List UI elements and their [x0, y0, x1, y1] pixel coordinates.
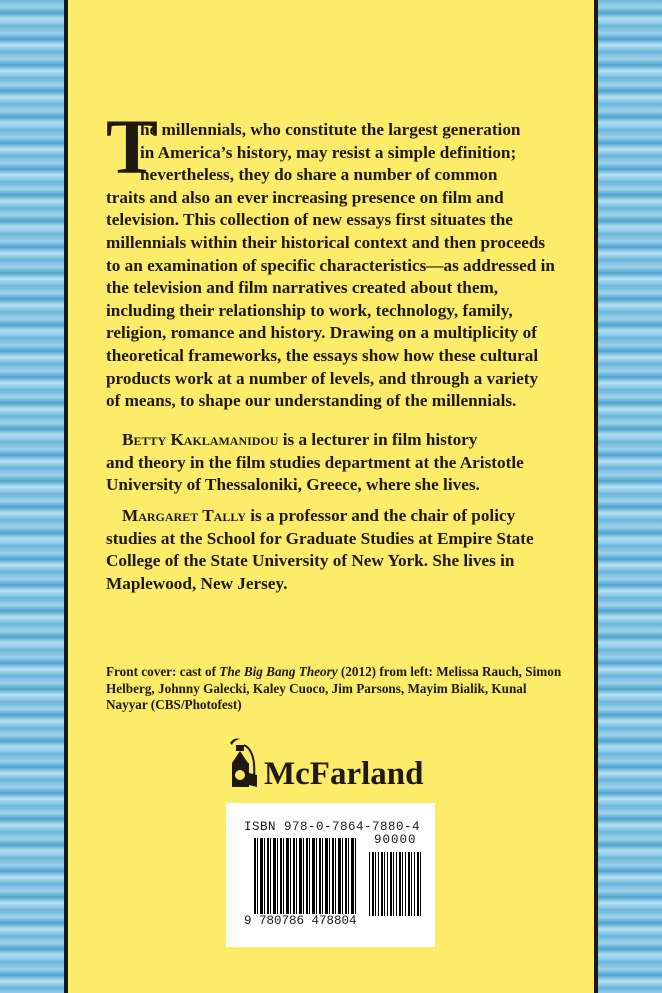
author-bio-kaklamanidou: [106, 429, 576, 497]
blurb-line: he millennials, who constitute the largest generation: [140, 120, 521, 139]
lantern-icon: [228, 737, 258, 791]
cover-image-right-edge: [598, 0, 662, 993]
cover-image-left-edge: [0, 0, 64, 993]
blurb-line: including their relationship to work, technology, family,: [106, 300, 513, 320]
book-description: [106, 119, 576, 413]
author-name: Margaret Tally: [122, 506, 246, 525]
blurb-line: in America’s history, may resist a simple definition;: [140, 142, 517, 162]
publisher-name: McFarland: [264, 756, 424, 792]
blurb-line: traits and also an ever increasing presence on film and: [106, 187, 504, 207]
blurb-line: to an examination of specific characteristics—as addressed in: [106, 255, 555, 275]
blurb-line: religion, romance and history. Drawing on a multiplicity of: [106, 323, 537, 343]
bio-line: is a professor and the chair of policy: [245, 506, 516, 525]
bio-line: and theory in the film studies department at the Aristotle: [106, 452, 524, 472]
isbn-barcode: [226, 803, 435, 947]
back-cover-panel: [64, 0, 598, 993]
bio-line: studies at the School for Graduate Studies at Empire State: [106, 528, 534, 548]
credit-text: Front cover: cast of: [106, 664, 220, 679]
publisher-logo: [228, 737, 423, 791]
isbn-text: ISBN 978-0-7864-7880-4: [244, 820, 421, 834]
credit-line: Helberg, Johnny Galecki, Kaley Cuoco, Jim Parsons, Mayim Bialik, Kunal: [106, 680, 527, 696]
blurb-line: television. This collection of new essays first situates the: [106, 210, 513, 230]
show-title: The Big Bang Theory: [219, 664, 338, 679]
blurb-line: of means, to shape our understanding of the millennials.: [106, 391, 517, 411]
blurb-line: millennials within their historical context and then proceeds: [106, 232, 546, 252]
bio-line: Maplewood, New Jersey.: [106, 573, 288, 593]
bio-line: College of the State University of New York. She lives in: [106, 551, 515, 571]
credit-text: (2012) from left: Melissa Rauch, Simon: [337, 664, 562, 679]
blurb-line: theoretical frameworks, the essays show how these cultural: [106, 345, 539, 365]
author-name: Betty Kaklamanidou: [122, 430, 279, 449]
cover-credit: [106, 664, 586, 714]
bio-line: University of Thessaloniki, Greece, where she lives.: [106, 475, 480, 495]
addon-bars: [369, 852, 421, 916]
price-code: 90000: [374, 833, 417, 847]
ean-number: 9 780786 478804: [244, 914, 357, 928]
drop-cap: T: [106, 103, 159, 190]
blurb-line: nevertheless, they do share a number of common: [140, 165, 498, 185]
ean-bars: [254, 838, 356, 916]
blurb-line: the television and film narratives created about them,: [106, 278, 499, 298]
bio-line: is a lecturer in film history: [278, 430, 478, 449]
author-bio-tally: [106, 505, 576, 595]
blurb-line: products work at a number of levels, and through a variety: [106, 368, 539, 388]
credit-line: Nayyar (CBS/Photofest): [106, 697, 242, 712]
